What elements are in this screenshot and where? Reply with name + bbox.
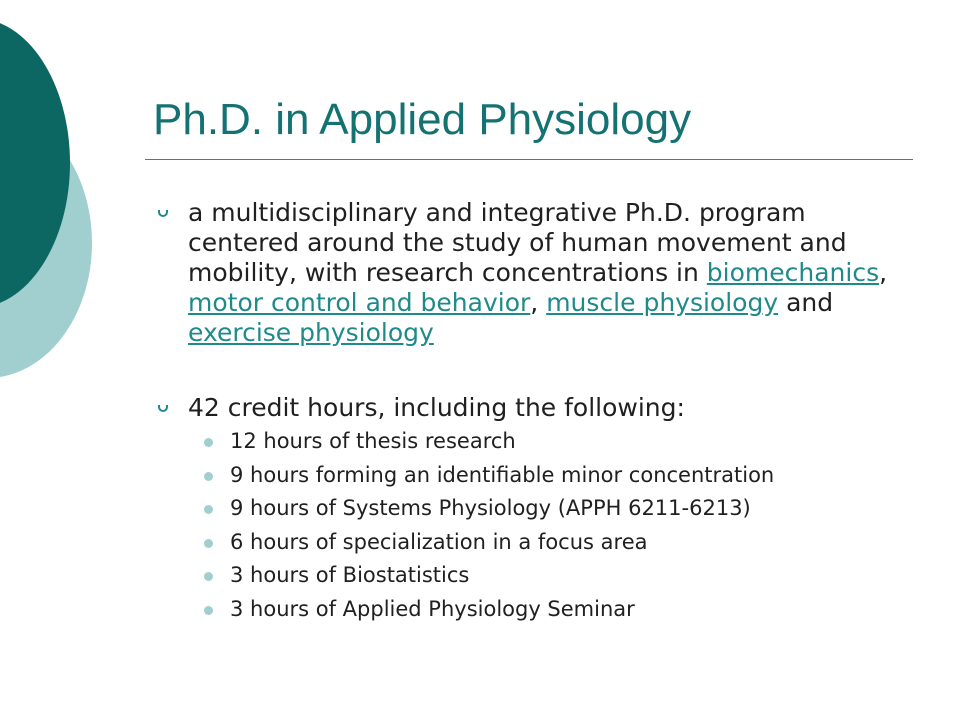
bullet-credit-hours [188,393,908,423]
list-item-text: 9 hours forming an identifiable minor concentration [230,462,775,487]
link-motor-control-and-behavior[interactable]: motor control and behavior [188,288,531,317]
list-item [230,559,774,593]
list-item-text: 3 hours of Applied Physiology Seminar [230,596,635,621]
dot-bullet-icon [204,606,213,615]
list-item [230,425,774,459]
link-biomechanics[interactable]: biomechanics [706,258,880,287]
list-item-text: 6 hours of specialization in a focus area [230,529,648,554]
dot-bullet-icon [204,539,213,548]
list-item-text: 3 hours of Biostatistics [230,563,470,587]
list-item [230,459,774,493]
dot-bullet-icon [204,438,213,447]
separator-text: , [530,288,547,317]
cup-bullet-icon [158,210,168,217]
dot-bullet-icon [204,505,213,514]
slide-title: Ph.D. in Applied Physiology [153,95,692,144]
separator-text: and [778,288,834,317]
bullet-text: a multidisciplinary and integrative Ph.D. program centered around the study of human movement and mobility, with research concentrations in [188,198,847,287]
bullet-text: 42 credit hours, including the following: [188,393,685,422]
dot-bullet-icon [204,572,213,581]
link-muscle-physiology[interactable]: muscle physiology [546,288,779,317]
bullet-program-description [188,198,908,348]
title-divider [145,159,913,160]
list-item [230,593,774,627]
list-item-text: 9 hours of Systems Physiology (APPH 6211-6213) [230,496,751,520]
list-item [230,526,774,560]
separator-text: , [879,258,888,287]
dot-bullet-icon [204,472,213,481]
list-item [230,492,774,526]
cup-bullet-icon [158,405,168,412]
list-item-text: 12 hours of thesis research [230,429,516,453]
credit-hours-sublist [230,425,774,626]
link-exercise-physiology[interactable]: exercise physiology [188,318,434,347]
